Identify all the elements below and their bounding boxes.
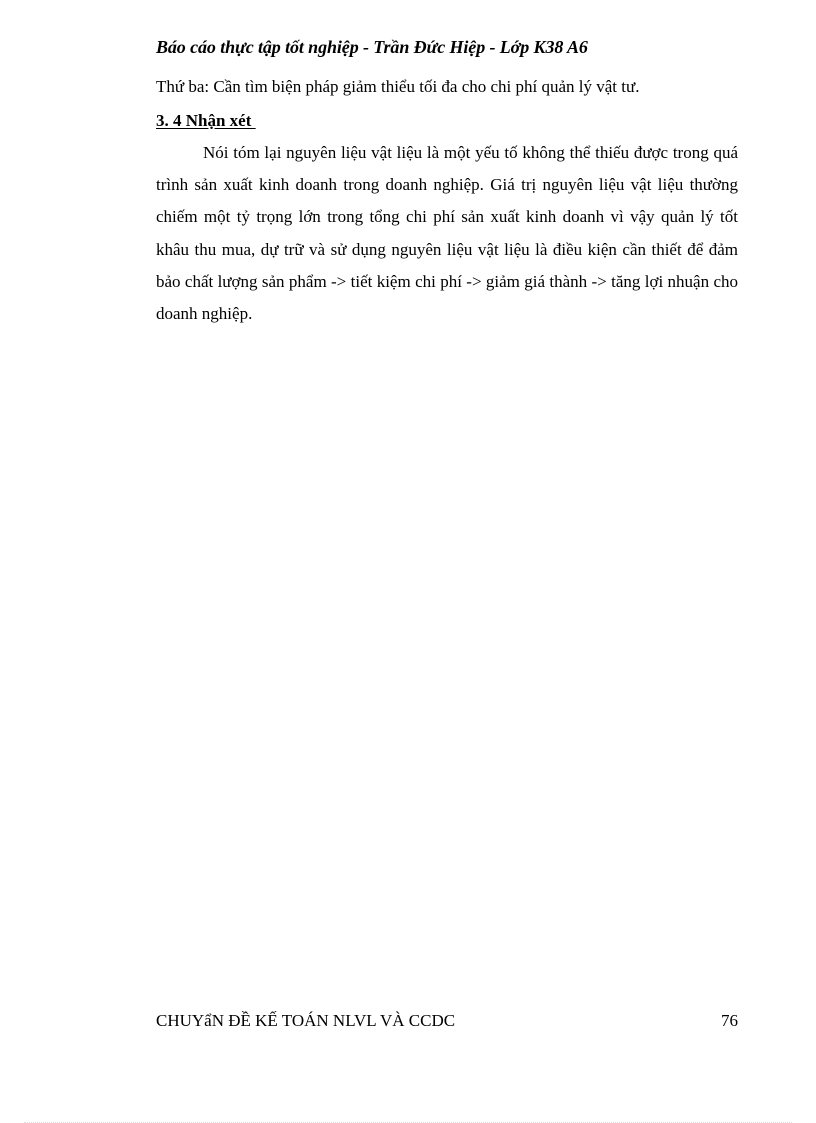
page-number: 76 [721,1011,738,1030]
footer-title: CHUYẩN ĐỀ KẾ TOÁN NLVL VÀ CCDC [156,1011,456,1030]
section-heading: 3. 4 Nhận xét [156,111,256,130]
body-paragraph: Nói tóm lại nguyên liệu vật liệu là một yếu tố không thể thiếu được trong quá trình sản xuất kinh doanh trong doanh nghiệp. Giá trị nguyên liệu vật liệu thường chiếm một tỷ trọng lớn trong tổng chi phí sản xuất kinh doanh vì vậy quản lý tốt khâu thu mua, dự trữ và sử dụng nguyên liệu vật liệu là điều kiện cần thiết để đảm bảo chất lượng sản phẩm -> tiết kiệm chi phí -> giảm giá thành -> tăng lợi nhuận cho doanh nghiệp. [156,143,738,324]
page-header: Báo cáo thực tập tốt nghiệp - Trần Đức Hiệp - Lớp K38 A6 [156,37,588,57]
body-line: Thứ ba: Cần tìm biện pháp giảm thiểu tối đa cho chi phí quản lý vật tư. [156,77,640,96]
